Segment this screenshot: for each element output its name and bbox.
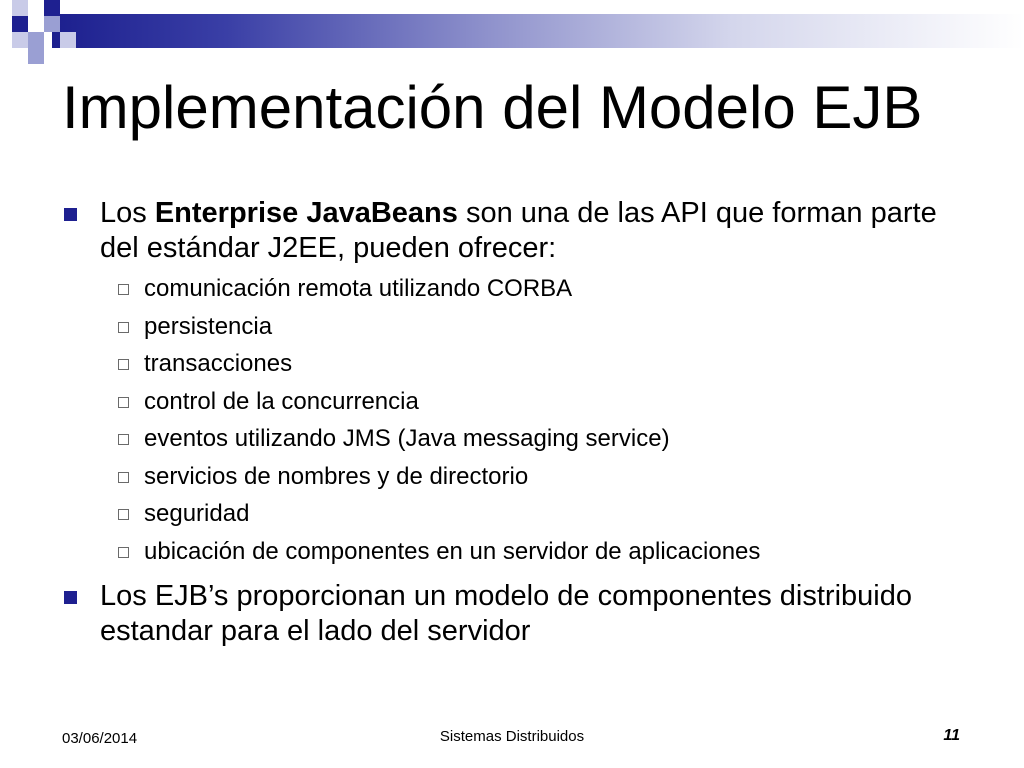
hollow-square-bullet-icon	[118, 397, 129, 408]
bullet-text: Los EJB’s proporcionan un modelo de componentes distribuido estandar para el lado del servidor	[100, 579, 912, 647]
bullet-text-bold: Enterprise JavaBeans	[154, 197, 458, 229]
decor-square	[28, 16, 44, 32]
bullet-text-prefix: Los	[100, 197, 155, 229]
hollow-square-bullet-icon	[118, 284, 129, 295]
decor-square	[60, 32, 76, 48]
hollow-square-bullet-icon	[118, 509, 129, 520]
sub-bullet-item	[62, 312, 962, 342]
bullet-text-suffix: son una de las API que forman parte del estándar J2EE, pueden ofrecer:	[100, 197, 937, 264]
sub-bullet-text: comunicación remota utilizando CORBA	[144, 275, 573, 302]
sub-bullet-item	[62, 537, 962, 567]
hollow-square-bullet-icon	[118, 322, 129, 333]
sub-bullet-text: control de la concurrencia	[144, 387, 419, 415]
sub-bullet-item	[62, 274, 962, 304]
sub-bullet-text: persistencia	[144, 312, 273, 340]
footer-title: Sistemas Distribuidos	[439, 728, 585, 745]
sub-bullet-item	[62, 349, 962, 379]
decor-square	[12, 32, 28, 48]
decor-square	[12, 16, 28, 32]
sub-bullet-text: servicios de nombres y de directorio	[144, 462, 529, 490]
decor-square	[28, 48, 44, 64]
hollow-square-bullet-icon	[118, 547, 129, 558]
decor-square	[28, 32, 44, 48]
slide-title: Implementación del Modelo EJB	[62, 74, 923, 141]
page-number: 11	[943, 727, 960, 744]
hollow-square-bullet-icon	[118, 434, 129, 445]
hollow-square-bullet-icon	[118, 359, 129, 370]
sub-bullet-text: eventos utilizando JMS (Java messaging service)	[144, 425, 670, 452]
sub-bullet-item	[62, 387, 962, 417]
bullet-list	[62, 196, 962, 655]
sub-bullet-text: transacciones	[144, 350, 293, 377]
decor-square	[44, 16, 60, 32]
hollow-square-bullet-icon	[118, 472, 129, 483]
footer-date: 03/06/2014	[62, 730, 138, 747]
square-bullet-icon	[64, 208, 77, 221]
sub-bullet-text: seguridad	[144, 500, 250, 527]
decor-square	[44, 0, 60, 16]
sub-bullet-item	[62, 499, 962, 529]
sub-bullet-item	[62, 424, 962, 454]
decor-square	[12, 0, 28, 16]
square-bullet-icon	[64, 591, 77, 604]
sub-bullet-text: ubicación de componentes en un servidor de aplicaciones	[144, 537, 761, 565]
sub-bullet-list	[100, 274, 962, 567]
header-gradient-bar	[52, 14, 1024, 48]
sub-bullet-item	[62, 462, 962, 492]
bullet-item	[62, 196, 962, 567]
bullet-item	[62, 579, 962, 649]
